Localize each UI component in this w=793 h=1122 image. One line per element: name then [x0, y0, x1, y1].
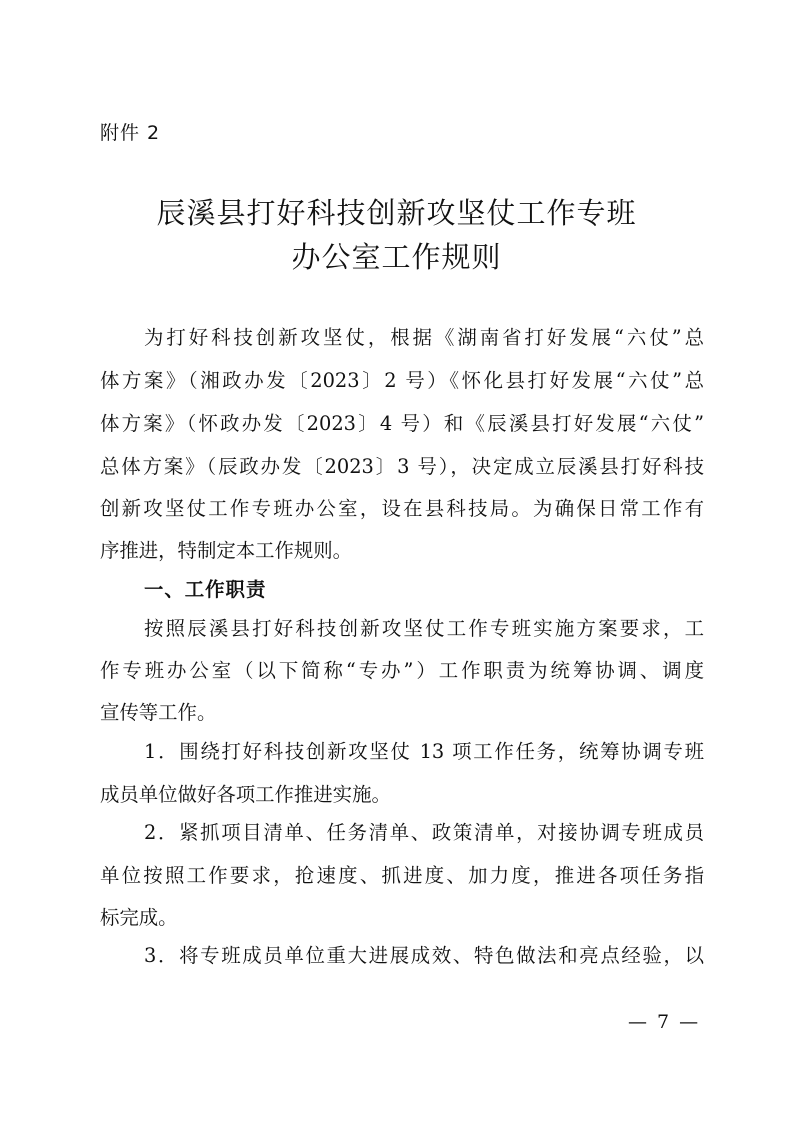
intro-line-5: 创新攻坚仗工作专班办公室，设在县科技局。为确保日常工作有: [100, 497, 704, 520]
section-1-line-2: 作专班办公室（以下简称“专办”）工作职责为统筹协调、调度: [100, 659, 704, 682]
document-title-line-2: 办公室工作规则: [291, 240, 502, 274]
section-1-heading: 一、工作职责: [144, 578, 267, 601]
item-1-line-1: 1．围绕打好科技创新攻坚仗 13 项工作任务，统筹协调专班: [144, 740, 704, 763]
intro-line-4: 总体方案》（辰政办发〔2023〕3 号），决定成立辰溪县打好科技: [100, 455, 704, 478]
item-2-line-2: 单位按照工作要求，抢速度、抓进度、加力度，推进各项任务指: [100, 864, 704, 887]
intro-line-2: 体方案》（湘政办发〔2023〕2 号）《怀化县打好发展“六仗”总: [100, 369, 704, 392]
section-1-line-1: 按照辰溪县打好科技创新攻坚仗工作专班实施方案要求，工: [144, 617, 704, 640]
document-title-line-1: 辰溪县打好科技创新攻坚仗工作专班: [156, 196, 637, 230]
item-1-line-2: 成员单位做好各项工作推进实施。: [100, 783, 391, 806]
intro-line-6: 序推进，特制定本工作规则。: [100, 539, 353, 562]
intro-line-3: 体方案》（怀政办发〔2023〕4 号）和《辰溪县打好发展“六仗”: [100, 412, 704, 435]
item-2-line-3: 标完成。: [100, 906, 178, 929]
section-1-line-3: 宣传等工作。: [100, 701, 217, 724]
intro-line-1: 为打好科技创新攻坚仗，根据《湖南省打好发展“六仗”总: [144, 326, 704, 349]
page-number: — 7 —: [628, 1011, 701, 1033]
item-2-line-1: 2．紧抓项目清单、任务清单、政策清单，对接协调专班成员: [144, 821, 704, 844]
attachment-label: 附件 2: [100, 122, 161, 144]
item-3-line-1: 3．将专班成员单位重大进展成效、特色做法和亮点经验，以: [144, 944, 704, 967]
